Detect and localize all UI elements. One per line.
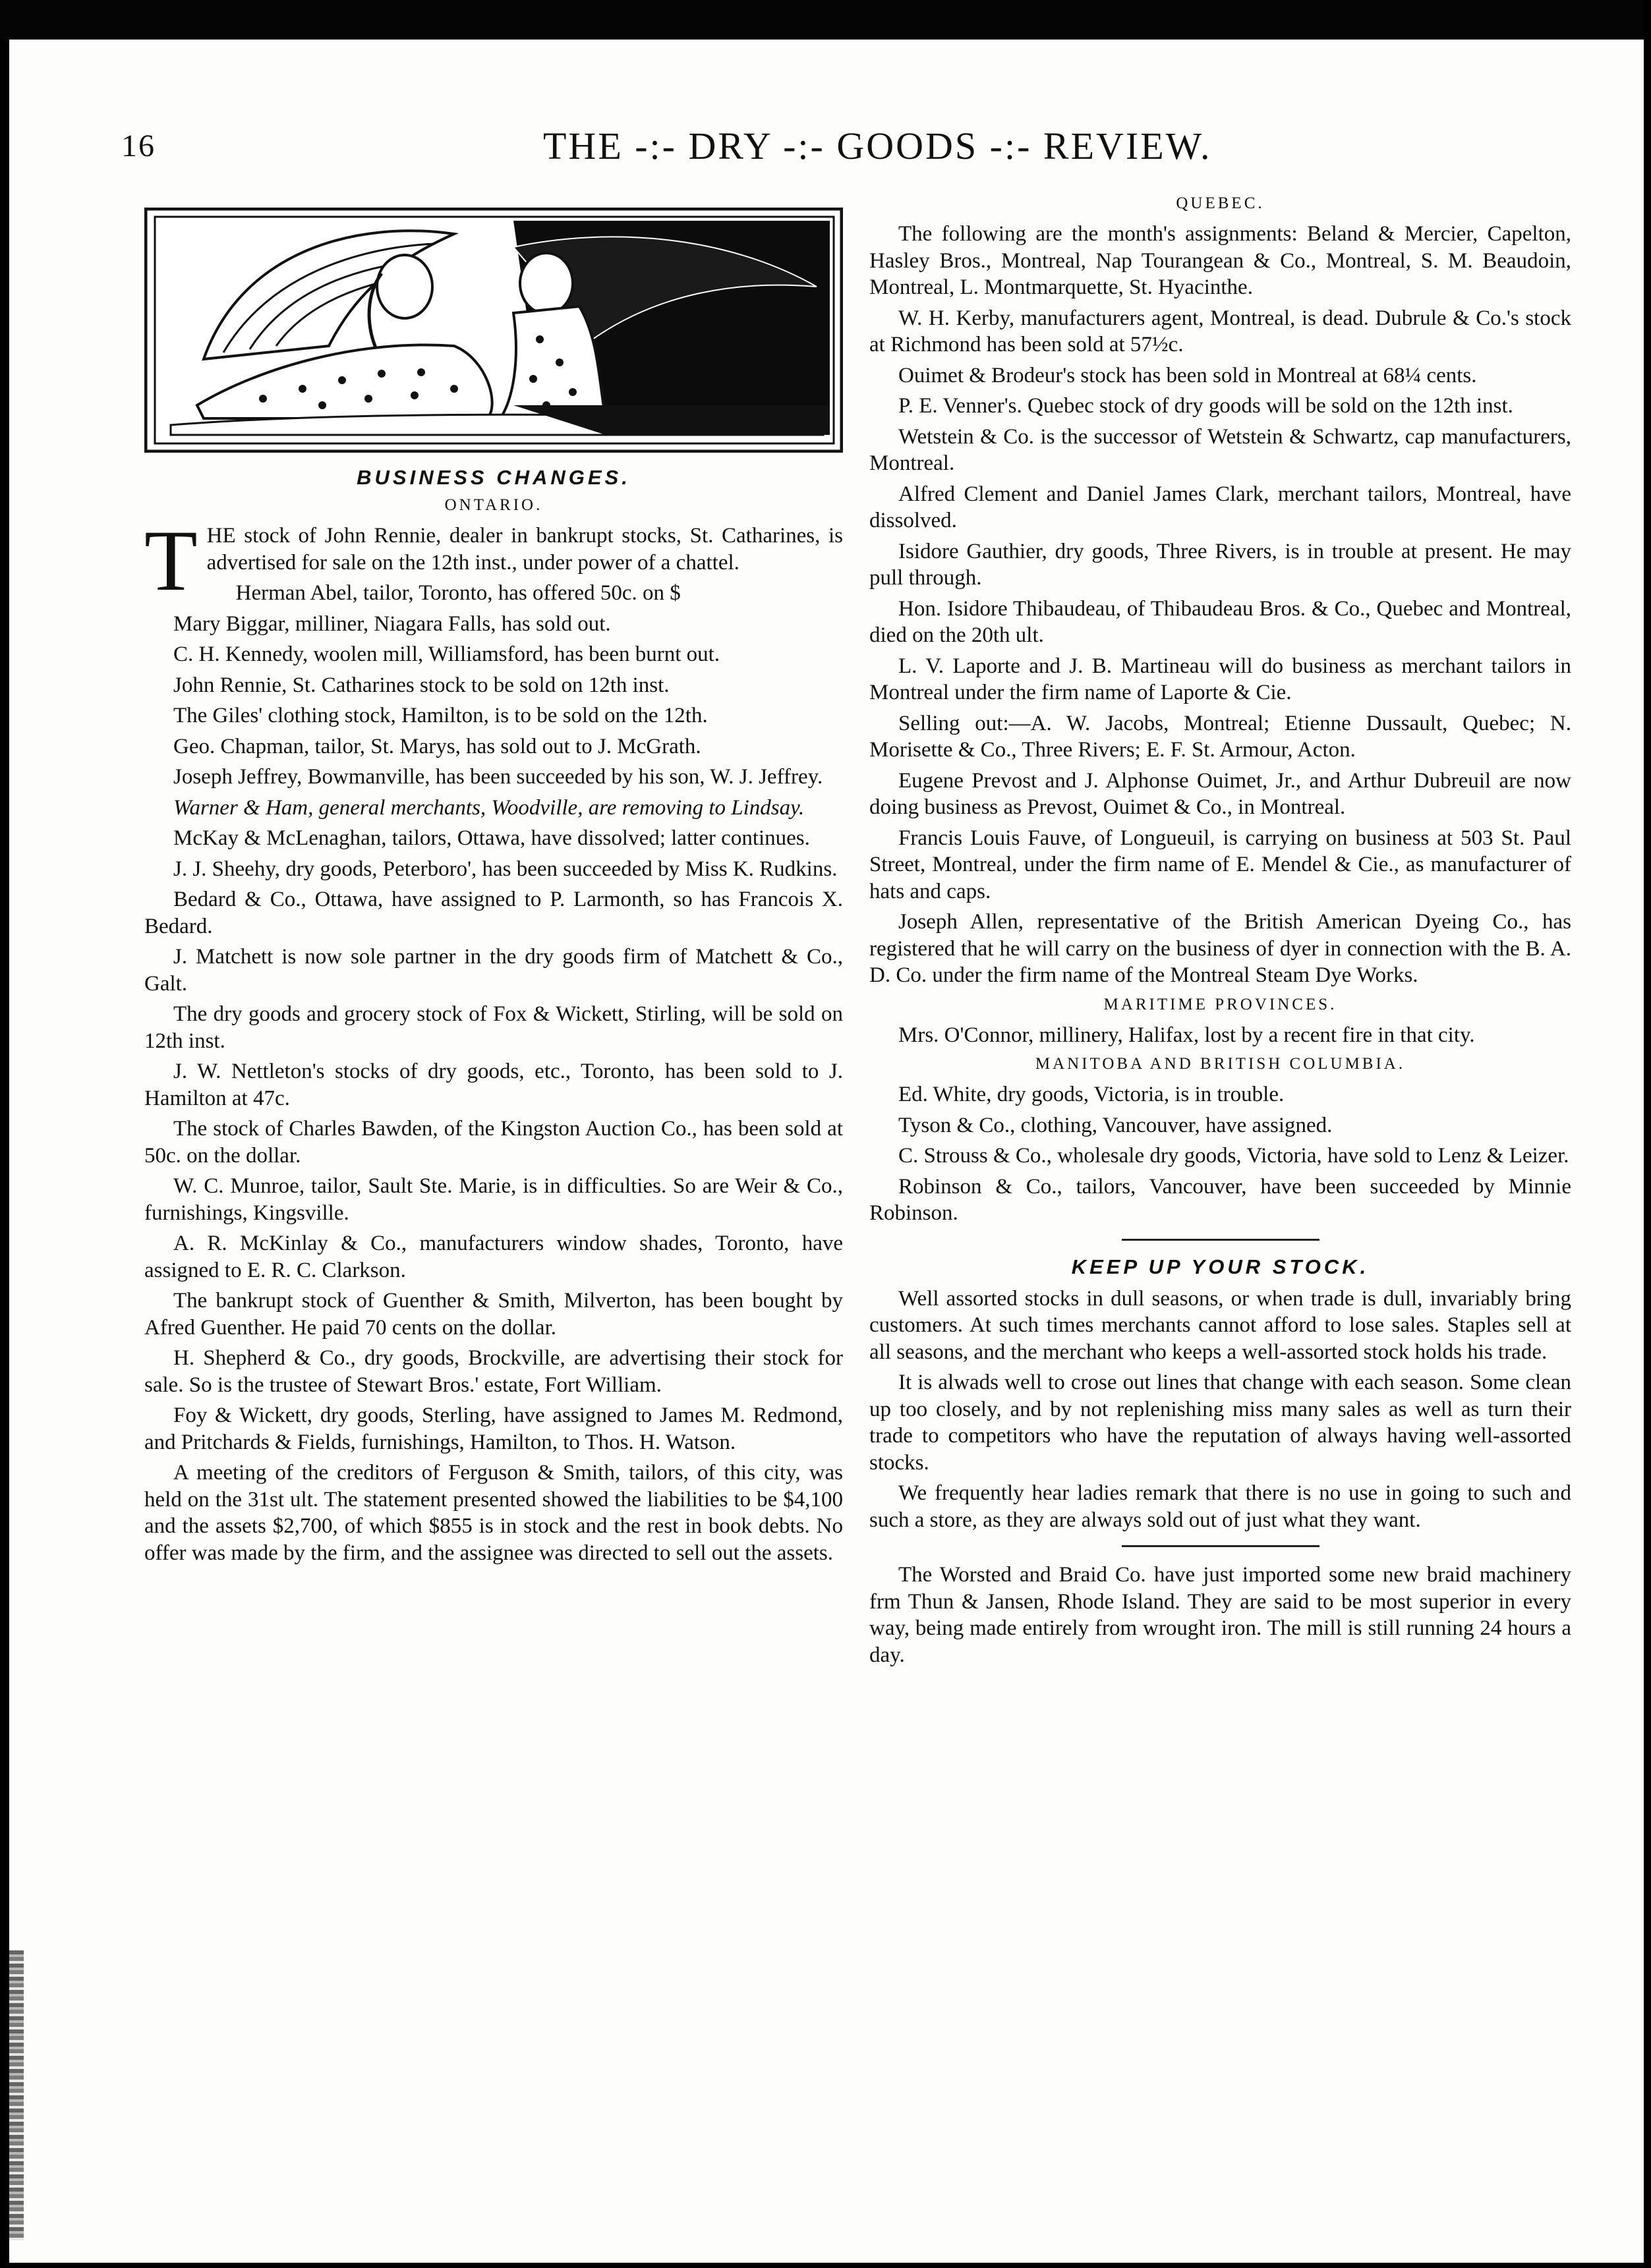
business-changes-heading: BUSINESS CHANGES. bbox=[357, 466, 631, 489]
page-number: 16 bbox=[121, 128, 156, 163]
quebec-item: Selling out:—A. W. Jacobs, Montreal; Etienne Dussault, Quebec; N. Morisette & Co., Three Rivers; E. F. St. Armour, Acton. bbox=[869, 711, 1571, 762]
ontario-item: Mary Biggar, milliner, Niagara Falls, has sold out. bbox=[173, 611, 611, 636]
worsted-braid-paragraph: The Worsted and Braid Co. have just imported some new braid machinery frm Thun & Jansen, Rhode Island. They are said to be most superior in every way, being made entirely from wrought iron. The mill is still running 24 hours a day. bbox=[869, 1563, 1571, 1667]
page-header bbox=[121, 124, 1212, 183]
ontario-item: Warner & Ham, general merchants, Woodville, are removing to Lindsay. bbox=[173, 795, 805, 820]
stock-paragraph: Well assorted stocks in dull seasons, or when trade is dull, invariably bring customers. At such times merchants cannot afford to lose sales. Staples sell at all seasons, and the merchant who keeps a well-assorted stock holds his trade. bbox=[869, 1286, 1571, 1364]
quebec-item: Wetstein & Co. is the successor of Wetstein & Schwartz, cap manufacturers, Montreal. bbox=[869, 424, 1571, 475]
quebec-item: Alfred Clement and Daniel James Clark, merchant tailors, Montreal, have dissolved. bbox=[869, 482, 1571, 532]
scan-border-top bbox=[0, 0, 1651, 40]
left-column bbox=[144, 208, 843, 1570]
scan-border-right bbox=[1643, 0, 1651, 2268]
quebec-item: Isidore Gauthier, dry goods, Three Rivers, is in trouble at present. He may pull through. bbox=[869, 539, 1571, 590]
quebec-subhead: QUEBEC. bbox=[1176, 194, 1265, 212]
ontario-subhead: ONTARIO. bbox=[444, 496, 543, 514]
ontario-item: A. R. McKinlay & Co., manufacturers window shades, Toronto, have assigned to E. R. C. Clarkson. bbox=[144, 1232, 843, 1282]
quebec-item: Ouimet & Brodeur's stock has been sold in Montreal at 68¼ cents. bbox=[898, 363, 1477, 387]
masthead-title: THE -:- DRY -:- GOODS -:- REVIEW. bbox=[543, 125, 1212, 167]
ontario-item: The bankrupt stock of Guenther & Smith, Milverton, has been bought by Afred Guenther. He paid 70 cents on the dollar. bbox=[144, 1289, 843, 1340]
ontario-item: Foy & Wickett, dry goods, Sterling, have assigned to James M. Redmond, and Pritchards & Fields, furnishings, Hamilton, to Thos. H. Watson. bbox=[144, 1403, 843, 1454]
keep-up-stock-heading: KEEP UP YOUR STOCK. bbox=[1071, 1255, 1370, 1278]
quebec-item: W. H. Kerby, manufacturers agent, Montreal, is dead. Dubrule & Co.'s stock at Richmond has been sold at 57½c. bbox=[869, 306, 1571, 356]
manitoba-item: Robinson & Co., tailors, Vancouver, have been succeeded by Minnie Robinson. bbox=[869, 1174, 1571, 1225]
ontario-item: W. C. Munroe, tailor, Sault Ste. Marie, is in difficulties. So are Weir & Co., furnishings, Kingsville. bbox=[144, 1174, 843, 1225]
quebec-item: Hon. Isidore Thibaudeau, of Thibaudeau Bros. & Co., Quebec and Montreal, died on the 20th ult. bbox=[869, 596, 1571, 647]
section-divider bbox=[1122, 1239, 1319, 1241]
manitoba-item: C. Strouss & Co., wholesale dry goods, Victoria, have sold to Lenz & Leizer. bbox=[898, 1144, 1569, 1168]
drop-cap: T bbox=[144, 512, 198, 609]
quebec-item: Joseph Allen, representative of the British American Dyeing Co., has registered that he will carry on the business of dyer in connection with the B. A. D. Co. under the firm name of the Montreal Steam Dye Works. bbox=[869, 910, 1571, 987]
manitoba-item: Tyson & Co., clothing, Vancouver, have assigned. bbox=[898, 1113, 1333, 1137]
manitoba-subhead: MANITOBA AND BRITISH COLUMBIA. bbox=[1035, 1055, 1406, 1073]
quebec-item: The following are the month's assignments: Beland & Mercier, Capelton, Hasley Bros., Montreal, Nap Tourangean & Co., Montreal, S. M. Beaudoin, Montreal, L. Montmarquette, St. Hyacinthe. bbox=[869, 222, 1571, 299]
ontario-item: Geo. Chapman, tailor, St. Marys, has sold out to J. McGrath. bbox=[173, 734, 701, 758]
stock-paragraph: It is alwads well to crose out lines that change with each season. Some clean up too closely, and by not replenishing miss many sales as well as turn their trade to competitors who have the reputation of always having well-assorted stocks. bbox=[869, 1371, 1571, 1475]
newspaper-page bbox=[9, 40, 1644, 2263]
ontario-item: J. W. Nettleton's stocks of dry goods, etc., Toronto, has been sold to J. Hamilton at 47c. bbox=[144, 1060, 843, 1110]
ontario-item: Bedard & Co., Ottawa, have assigned to P. Larmonth, so has Francois X. Bedard. bbox=[144, 888, 843, 938]
ontario-item: Herman Abel, tailor, Toronto, has offered 50c. on $ bbox=[235, 581, 681, 605]
ontario-item: J. J. Sheehy, dry goods, Peterboro', has been succeeded by Miss K. Rudkins. bbox=[173, 857, 838, 881]
scan-edge-noise bbox=[9, 1950, 24, 2240]
maritime-subhead: MARITIME PROVINCES. bbox=[1103, 995, 1337, 1013]
ontario-item: H. Shepherd & Co., dry goods, Brockville, are advertising their stock for sale. So is the trustee of Stewart Bros.' estate, Fort William. bbox=[144, 1346, 843, 1397]
ontario-item: Joseph Jeffrey, Bowmanville, has been succeeded by his son, W. J. Jeffrey. bbox=[173, 765, 823, 789]
right-column bbox=[869, 194, 1571, 1672]
angels-illustration bbox=[144, 208, 843, 453]
ontario-first-paragraph: THE stock of John Rennie, dealer in bankrupt stocks, St. Catharines, is advertised for sale on the 12th inst., under power of a chattel. bbox=[144, 512, 843, 609]
ontario-item: J. Matchett is now sole partner in the dry goods firm of Matchett & Co., Galt. bbox=[144, 945, 843, 996]
quebec-item: P. E. Venner's. Quebec stock of dry goods will be sold on the 12th inst. bbox=[898, 394, 1513, 418]
section-divider bbox=[1122, 1545, 1319, 1547]
manitoba-item: Ed. White, dry goods, Victoria, is in trouble. bbox=[898, 1083, 1285, 1106]
stock-paragraph: We frequently hear ladies remark that there is no use in going to such and such a store, as they are always sold out of just what they want. bbox=[869, 1481, 1571, 1532]
ontario-item: The dry goods and grocery stock of Fox & Wickett, Stirling, will be sold on 12th inst. bbox=[144, 1002, 843, 1053]
ontario-item: The Giles' clothing stock, Hamilton, is to be sold on the 12th. bbox=[173, 704, 708, 727]
quebec-item: L. V. Laporte and J. B. Martineau will do business as merchant tailors in Montreal under the firm name of Laporte & Cie. bbox=[869, 654, 1571, 704]
ontario-item: John Rennie, St. Catharines stock to be sold on 12th inst. bbox=[173, 673, 670, 697]
ontario-item: The stock of Charles Bawden, of the Kingston Auction Co., has been sold at 50c. on the dollar. bbox=[144, 1117, 843, 1168]
ontario-item: McKay & McLenaghan, tailors, Ottawa, have dissolved; latter continues. bbox=[173, 826, 810, 850]
maritime-item: Mrs. O'Connor, millinery, Halifax, lost by a recent fire in that city. bbox=[898, 1023, 1475, 1047]
quebec-item: Francis Louis Fauve, of Longueuil, is carrying on business at 503 St. Paul Street, Montreal, under the firm name of E. Mendel & Cie., as manufacturer of hats and caps. bbox=[869, 826, 1571, 903]
quebec-item: Eugene Prevost and J. Alphonse Ouimet, Jr., and Arthur Dubreuil are now doing business as Prevost, Ouimet & Co., in Montreal. bbox=[869, 768, 1571, 819]
ontario-item: A meeting of the creditors of Ferguson & Smith, tailors, of this city, was held on the 31st ult. The statement presented showed the liabilities to be $4,100 and the assets $2,700, of which $855 is in stock and the rest in book debts. No offer was made by the firm, and the assignee was directed to sell out the assets. bbox=[144, 1461, 843, 1565]
ontario-item: C. H. Kennedy, woolen mill, Williamsford, has been burnt out. bbox=[173, 642, 720, 666]
